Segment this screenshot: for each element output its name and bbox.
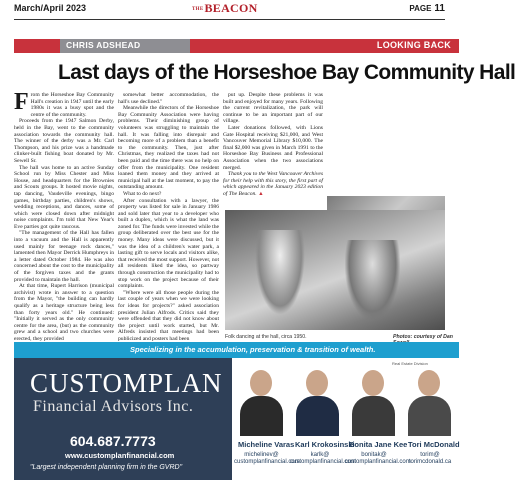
advisor-photo: [290, 364, 345, 436]
ad-quote: "Largest independent planning firm in the GVRD": [30, 464, 183, 471]
paragraph: "The management of the Hall has fallen into a vacuum and the Hall is apparently used mainly for teenage rock dances," lamented then Mayor Derrick Humphreys in a letter dated October 1984. He was also concerned about the cost to the municipality of the forgiven taxes and the grants provided to maintain the hall.: [14, 230, 114, 283]
advisor-photo: [402, 364, 457, 436]
paragraph: Proceeds from the 1947 Salmon Derby, held in the Bay, went to the community association towards the community hall. The winner of the derby was a Mr. Carl Thompson, and his prize was a handmade clinker-built fishing boat donated by Mr. Sewell Sr.: [14, 118, 114, 164]
paragraph: "Where were all those people during the last couple of years when we were looking for ideas for projects?" asked association president Julian Alfrods. Critics said they were offended that they did not know about the project until work started, but Mr. Alfreds insisted that meetings had been publicized and posters had been: [118, 289, 219, 342]
real-estate-label: Real Estate Division: [392, 361, 428, 366]
photo-figure: [255, 230, 305, 315]
paragraph: After consultation with a lawyer, the property was listed for sale in January 1986 and sold later that year to a developer who built a duplex, which is what the land was zoned for. The funds were invested while the group deliberated over the best use for the money. Many ideas were discussed, but it was the idea of a children's water park, a lasting gift to serve locals and visitors alike, that received the most support. However, not all residents liked the idea, so partway through construction the municipality had to stop work on the project because of their complaints.: [118, 197, 219, 290]
page-number: [409, 3, 445, 14]
header-rule: [14, 19, 445, 20]
end-mark-icon: ▲: [258, 190, 264, 197]
advisor-name: Micheline Varas: [238, 440, 295, 449]
advisor-email[interactable]: michelinev@ customplanfinancial.com: [234, 452, 300, 465]
author-name: CHRIS ADSHEAD: [66, 40, 141, 50]
advisor-email[interactable]: torim@ torimcdonald.ca: [408, 452, 452, 465]
advisor-photo: [346, 364, 401, 436]
paragraph: put up. Despite these problems it was built and enjoyed for many years. Following the current revitalization, the park will continue to be an important part of our village.: [223, 92, 323, 125]
ad-phone[interactable]: 604.687.7773: [70, 433, 156, 449]
paragraph: The hall was home to an active Sunday School run by Miss Chester and Miss House, and headquarters for the Brownies and Scouts groups. It hosted movie nights, tap dancing, Vaudeville evenings, bingo games, birthday parties, children's shows, wedding receptions, and dances, some of which were closed down after midnight noise complaints. I'm told that New Year's Eve parties got quite raucous.: [14, 164, 114, 230]
issue-date: March/April 2023: [14, 3, 87, 13]
paragraph: What to do next?: [123, 190, 162, 197]
paragraph: Meanwhile the directors of the Horseshoe Bay Community Association were having problems. Their diminishing group of volunteers was struggling to maintain the hall. It was falling into disrepair and becoming more of a problem than a benefit to the community. Then, just after Christmas, they realized the taxes had not been paid and the time there was no help on offer from the municipality. One resident loaned them money and they arrived at municipal hall at the last moment, to pay the outstanding amount.: [118, 105, 219, 191]
article-headline: Last days of the Horseshoe Bay Community Hall: [58, 61, 515, 84]
ad-brand-name: CUSTOMPLAN: [30, 368, 223, 398]
page-label: PAGE: [409, 4, 432, 13]
folk-dancing-photo: [225, 210, 445, 330]
photo-credit: Photos: courtesy of Dan: [393, 334, 453, 340]
avatar: [306, 370, 328, 396]
drop-cap: F: [14, 89, 29, 115]
avatar: [362, 370, 384, 396]
advisor-photo: [234, 364, 289, 436]
masthead-title: BEACON: [204, 1, 258, 15]
paragraph: From the Horseshoe Bay Community Hall's creation in 1947 until the early 1980s it was a busy spot and the centre of the community.: [14, 89, 114, 118]
advisor-name: Tori McDonald: [408, 440, 460, 449]
photo-figure: [345, 240, 400, 320]
avatar: [250, 370, 272, 396]
advisor-email[interactable]: karlk@ customplanfinancial.com: [290, 452, 356, 465]
ad-brand-subtitle: Financial Advisors Inc.: [33, 398, 194, 415]
ad-website-link[interactable]: www.customplanfinancial.com: [65, 451, 175, 460]
advisor-name: Karl Krokosinski: [295, 440, 355, 449]
paragraph: At that time, Rupert Harrison (municipal archivist) wrote in answer to a question from the Mayor, "the building can hardly qualify as a heritage structure being less than forty years old." He continued: "Initially it served as the only community centre for the area, (but) as the community grew and a school and two churches were erected, they provided: [14, 283, 114, 342]
paragraph: somewhat better accommodation, the hall's use declined.": [118, 92, 219, 105]
folk-dancing-caption: Folk dancing at the hall, circa 1950.: [225, 334, 307, 340]
article-column-3: [223, 92, 323, 198]
article-column-1: [14, 89, 114, 343]
page-number-value: 11: [434, 3, 445, 14]
advisor-email[interactable]: bonitak@ customplanfinancial.com: [345, 452, 411, 465]
paragraph: Later donations followed, with Lions Gate Hospital receiving $21,000, and West Vancouver Memorial Library $10,000. The final $2,000 was given in March 1991 to the Horseshoe Bay Business and Professional Association when the two associations merged.: [223, 124, 323, 171]
masthead-the: THE: [192, 6, 204, 12]
acknowledgement-note: Thank you to the West Vancouver Archives for their help with this story, the first part of which appeared in the January 2023 edition of The Beacon. ▲: [223, 171, 323, 197]
masthead-logo: [192, 1, 258, 16]
advisor-name: Bonita Jane Kee: [349, 440, 408, 449]
ad-tagline: Specializing in the accumulation, preservation & transition of wealth.: [130, 345, 376, 354]
article-column-2: [118, 92, 219, 343]
avatar: [418, 370, 440, 396]
section-label: LOOKING BACK: [376, 40, 451, 50]
